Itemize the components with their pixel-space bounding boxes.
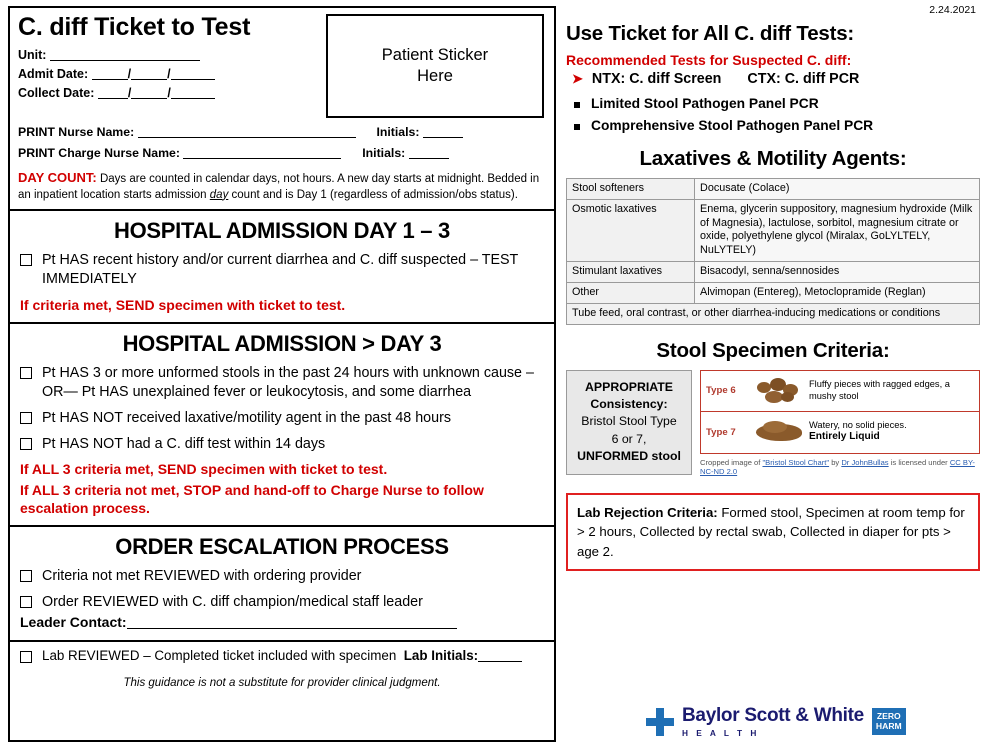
patient-sticker-line2: Here <box>417 67 453 85</box>
recommended-tests-heading: Recommended Tests for Suspected C. diff: <box>566 52 852 68</box>
consistency-line-5: UNFORMED stool <box>577 449 681 464</box>
bristol-type-label: Type 6 <box>706 385 736 396</box>
zero-harm-line2: HARM <box>875 720 902 731</box>
print-nurse-name-blank[interactable] <box>138 126 356 138</box>
charge-nurse-initials-blank[interactable] <box>409 147 449 159</box>
lab-reviewed-row[interactable] <box>18 648 546 663</box>
order-escalation-section <box>10 527 554 642</box>
checkbox-icon[interactable] <box>20 651 32 663</box>
lab-initials-label: Lab Initials: <box>403 647 479 663</box>
send-specimen-note: If criteria met, SEND specimen with ticket to test. <box>20 296 346 313</box>
admission-day-1-3-section <box>10 211 554 324</box>
test-bullet-label: Comprehensive Stool Pathogen Panel PCR <box>591 118 874 133</box>
recommended-test-1: NTX: C. diff Screen <box>591 71 722 87</box>
stool-specimen-heading: Stool Specimen Criteria: <box>656 338 890 362</box>
admission-after-day-3-section <box>10 324 554 527</box>
appropriate-consistency-box <box>566 370 692 475</box>
right-column <box>566 0 980 756</box>
consistency-line-2: Consistency: <box>590 396 668 411</box>
laxative-examples: Docusate (Colace) <box>695 179 980 200</box>
table-row <box>567 282 980 303</box>
laxative-category: Stimulant laxatives <box>567 262 695 283</box>
day-count-note <box>18 169 546 203</box>
day-count-label: DAY COUNT: <box>18 170 97 185</box>
bristol-desc-a: Watery, no solid pieces. <box>809 419 907 430</box>
lab-rejection-label: Lab Rejection Criteria: <box>577 505 718 521</box>
zero-harm-line1: ZERO <box>876 711 901 722</box>
laxatives-heading: Laxatives & Motility Agents: <box>639 147 907 170</box>
day-count-text: Days are counted in calendar days, not hours. A new day starts at midnight. Bedded in an inpatient location starts admission <box>18 173 540 201</box>
brand-subtitle: H E A L T H <box>682 728 760 738</box>
bristol-desc-b: mushy stool <box>809 390 859 401</box>
table-row <box>567 262 980 283</box>
brand-name-text: Baylor Scott & White <box>682 705 864 726</box>
laxative-other-conditions: Tube feed, oral contrast, or other diarrhea-inducing medications or conditions <box>567 303 980 324</box>
admission-after-day-3-heading: HOSPITAL ADMISSION > DAY 3 <box>122 330 442 356</box>
day-count-emphasis: day <box>209 188 229 201</box>
bristol-row-type7 <box>701 412 979 453</box>
criterion-row[interactable] <box>18 364 546 402</box>
print-charge-nurse-blank[interactable] <box>183 147 341 159</box>
admit-day-blank[interactable] <box>131 68 167 80</box>
field-admit-date[interactable]: Admit Date: / / <box>18 67 320 81</box>
laxative-category: Other <box>567 282 695 303</box>
collect-year-blank[interactable] <box>171 87 215 99</box>
criterion-text: Order REVIEWED with C. diff champion/medical staff leader <box>42 593 423 610</box>
day-count-text2: count and is Day 1 (regardless of admission/obs status). <box>231 188 518 201</box>
print-charge-nurse-row[interactable] <box>18 146 546 160</box>
specimen-criteria-block <box>566 370 980 478</box>
ticket-to-test-card <box>8 6 556 742</box>
brand-logo <box>646 705 906 738</box>
lab-rejection-text: Formed stool, Specimen at room temp for > 2 hours, Collected by rectal swab, Collected in diaper for pts > age 2. <box>577 505 965 559</box>
bristol-chart <box>700 370 980 478</box>
checkbox-icon[interactable] <box>20 570 32 582</box>
lab-reviewed-text: Lab REVIEWED – Completed ticket included with specimen <box>42 647 397 663</box>
brand-name <box>682 705 864 738</box>
bristol-type-label: Type 7 <box>706 426 736 438</box>
checkbox-icon[interactable] <box>20 367 32 379</box>
field-unit[interactable] <box>18 48 320 62</box>
collect-day-blank[interactable] <box>131 87 167 99</box>
credit-pre: Cropped image of <box>700 457 763 467</box>
bristol-desc-bold: Entirely Liquid <box>809 431 880 443</box>
patient-sticker-box <box>326 14 544 118</box>
checkbox-icon[interactable] <box>20 412 32 424</box>
credit-link-chart[interactable]: "Bristol Stool Chart" <box>762 457 830 467</box>
criteria-not-met-note: If ALL 3 criteria not met, STOP and hand-off to Charge Nurse to follow escalation process. <box>20 481 484 516</box>
print-nurse-name-row[interactable] <box>18 125 546 139</box>
criterion-text: Criteria not met REVIEWED with ordering provider <box>42 567 362 584</box>
leader-contact-label: Leader Contact <box>20 613 122 630</box>
bristol-description <box>809 379 979 402</box>
print-nurse-name-label: PRINT Nurse Name: <box>18 125 135 139</box>
credit-link-author[interactable]: Dr JohnBullas <box>841 457 889 467</box>
checkbox-icon[interactable] <box>20 438 32 450</box>
bristol-type7-image <box>753 415 809 449</box>
laxative-examples: Bisacodyl, senna/sennosides <box>695 262 980 283</box>
lab-rejection-criteria-box <box>566 493 980 570</box>
field-unit-label: Unit: <box>18 48 47 63</box>
test-bullet-label: Limited Stool Pathogen Panel PCR <box>591 96 819 111</box>
criterion-text: Pt HAS NOT received laxative/motility agent in the past 48 hours <box>42 409 451 426</box>
table-row <box>567 303 980 324</box>
credit-link-license[interactable]: CC BY-NC-ND 2.0 <box>700 457 975 477</box>
criterion-text: Pt HAS NOT had a C. diff test within 14 days <box>42 435 326 452</box>
table-row <box>567 199 980 261</box>
laxative-category: Osmotic laxatives <box>567 199 695 261</box>
print-charge-nurse-label: PRINT Charge Nurse Name: <box>18 146 180 160</box>
test-bullet-item <box>574 96 980 111</box>
test-bullet-item <box>574 118 980 133</box>
collect-month-blank[interactable] <box>98 87 128 99</box>
table-row <box>567 179 980 200</box>
criterion-row[interactable] <box>18 435 546 454</box>
criterion-text: Pt HAS recent history and/or current diarrhea and C. diff suspected – TEST IMMEDIATELY <box>42 252 519 287</box>
patient-sticker-line1: Patient Sticker <box>381 45 489 64</box>
cross-icon <box>646 708 674 736</box>
bristol-row-type6 <box>701 371 979 412</box>
footer-disclaimer: This guidance is not a substitute for provider clinical judgment. <box>123 676 441 689</box>
admission-day-1-3-heading: HOSPITAL ADMISSION DAY 1 – 3 <box>114 218 450 244</box>
arrow-right-icon: ➤ <box>572 71 583 86</box>
recommended-tests-row <box>572 71 980 87</box>
criterion-row[interactable] <box>18 409 546 428</box>
criterion-row[interactable] <box>18 593 546 612</box>
page-title: C. diff Ticket to Test <box>18 13 251 41</box>
charge-nurse-initials-label: Initials: <box>362 146 406 160</box>
consistency-line-3: Bristol Stool Type <box>581 414 677 429</box>
bristol-type6-image <box>753 374 809 408</box>
consistency-line-4: 6 or 7, <box>611 431 647 446</box>
bristol-desc-a: Fluffy pieces with ragged edges, a <box>809 378 950 389</box>
field-unit-blank[interactable] <box>50 49 200 61</box>
leader-contact-row[interactable]: Leader Contact: <box>20 614 546 630</box>
criterion-text: Pt HAS 3 or more unformed stools in the past 24 hours with unknown cause – OR— Pt HAS unexplained fever or leukocytosis, and some diarrhea <box>42 364 534 400</box>
checkbox-icon[interactable] <box>20 596 32 608</box>
admit-month-blank[interactable] <box>92 68 128 80</box>
field-admit-date-label: Admit Date: <box>18 67 89 82</box>
image-credit <box>700 458 980 478</box>
consistency-line-1: APPROPRIATE <box>585 379 673 394</box>
field-collect-date-label: Collect Date: <box>18 86 95 101</box>
leader-contact-blank[interactable] <box>127 616 457 629</box>
checkbox-icon[interactable] <box>20 254 32 266</box>
laxative-examples: Alvimopan (Entereg), Metoclopramide (Reglan) <box>695 282 980 303</box>
recommended-test-2: CTX: C. diff PCR <box>747 71 860 87</box>
header-section <box>10 8 554 211</box>
order-escalation-heading: ORDER ESCALATION PROCESS <box>115 533 449 559</box>
lab-initials-blank[interactable] <box>478 650 522 662</box>
credit-post: is licensed under <box>888 457 950 467</box>
use-ticket-heading: Use Ticket for All C. diff Tests: <box>566 22 855 45</box>
square-bullet-icon <box>574 102 580 108</box>
bristol-description <box>809 420 979 444</box>
admit-year-blank[interactable] <box>171 68 215 80</box>
all-criteria-met-note: If ALL 3 criteria met, SEND specimen with ticket to test. <box>20 461 388 478</box>
laxative-category: Stool softeners <box>567 179 695 200</box>
zero-harm-badge <box>872 708 906 734</box>
credit-mid: by <box>829 457 842 467</box>
nurse-initials-blank[interactable] <box>423 126 463 138</box>
date-stamp: 2.24.2021 <box>929 4 976 16</box>
field-collect-date[interactable]: Collect Date: / / <box>18 86 320 100</box>
square-bullet-icon <box>574 124 580 130</box>
criterion-row[interactable] <box>18 251 546 289</box>
laxatives-table <box>566 178 980 325</box>
criterion-row[interactable] <box>18 567 546 586</box>
nurse-initials-label: Initials: <box>376 125 420 139</box>
laxative-examples: Enema, glycerin suppository, magnesium hydroxide (Milk of Magnesia), lactulose, sorbitol, magnesium citrate or oxide, polyethylene glycol (Miralax, GoLYLTELY, NuLYTELY) <box>695 199 980 261</box>
lab-reviewed-section <box>10 642 554 689</box>
